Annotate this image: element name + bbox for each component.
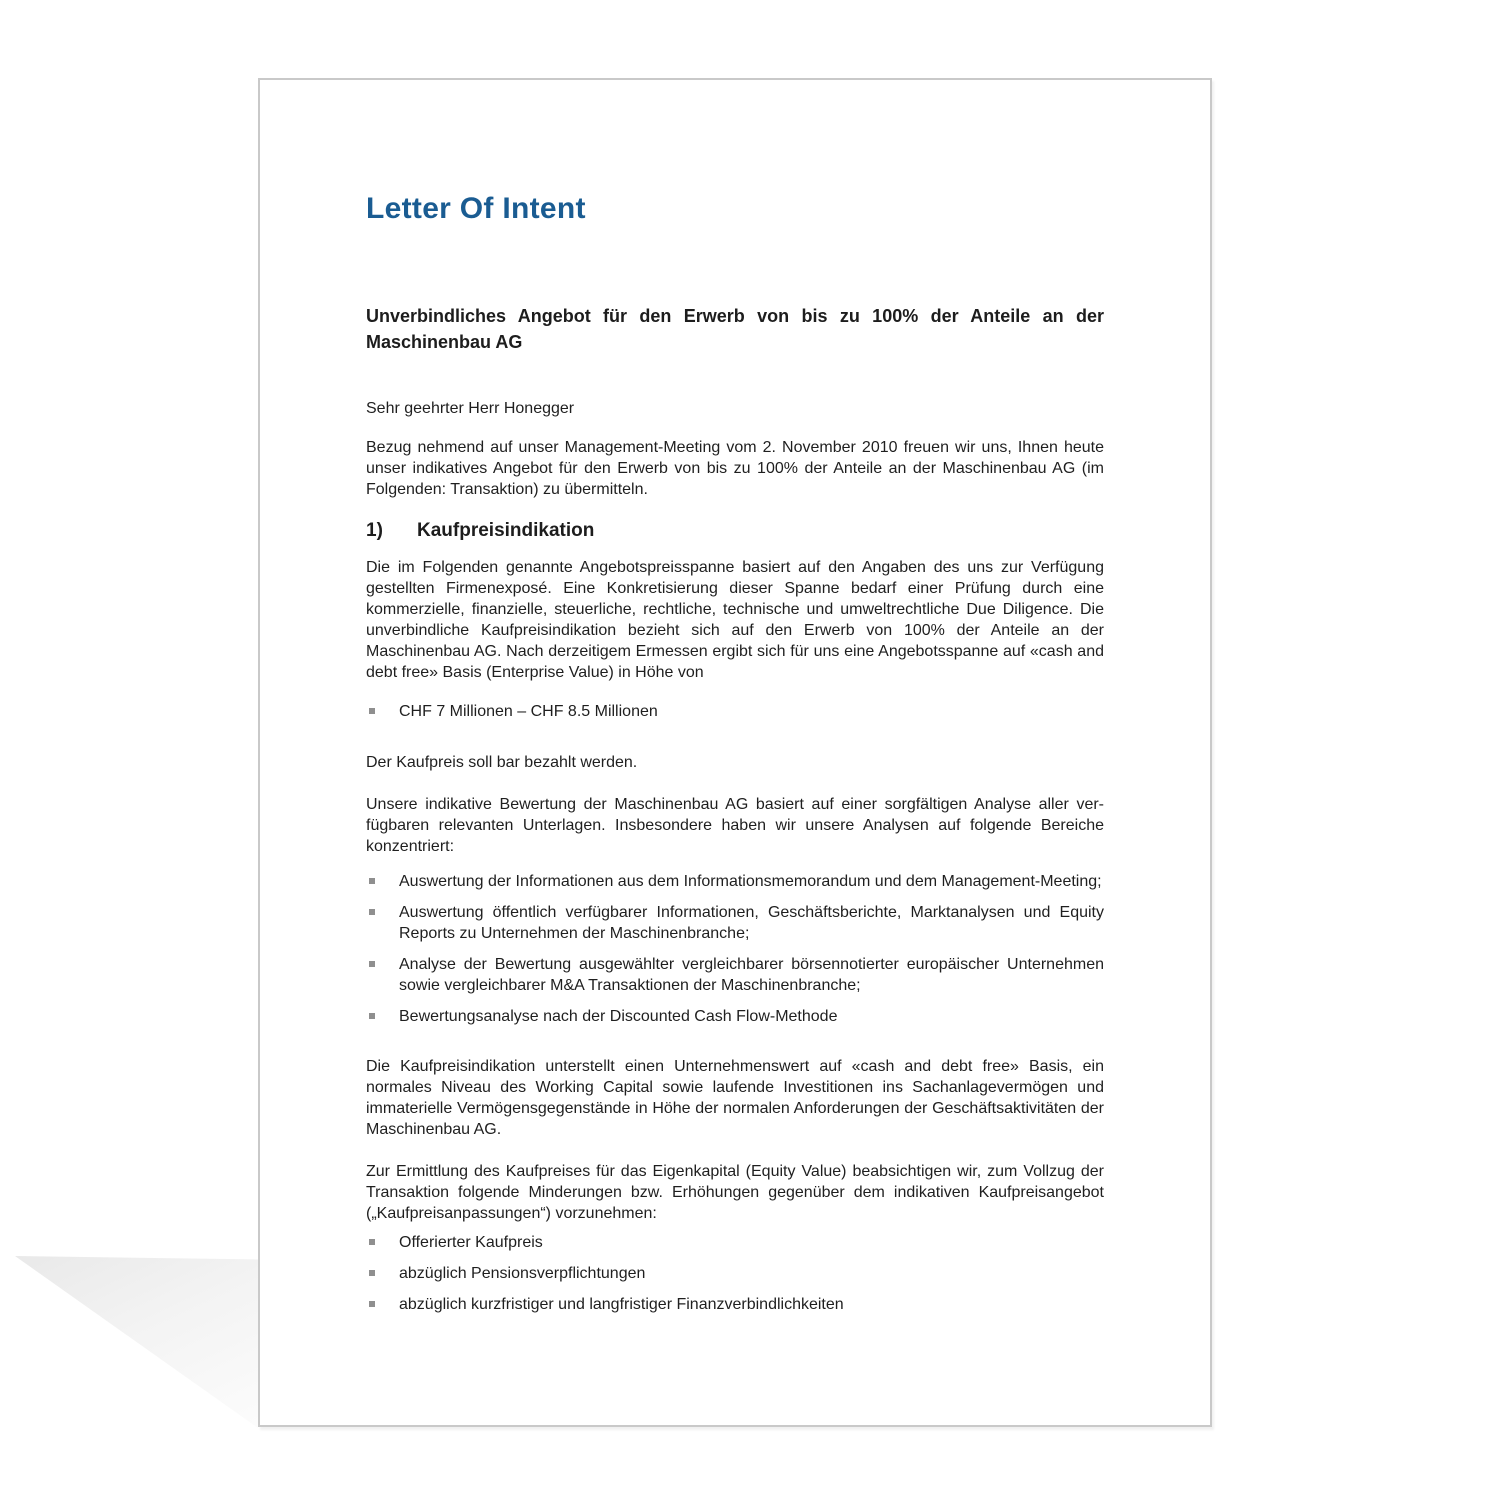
- adjustments-list: [366, 1232, 1104, 1315]
- list-item: [366, 701, 1104, 722]
- document-page: [258, 78, 1212, 1427]
- paragraph-equity-value: Zur Ermittlung des Kaufpreises für das Eigenkapital (Equity Value) beabsichtigen wir, zum Vollzug der Transaktion folgende Minderungen bzw. Erhöhungen gegenüber dem indikativen Kaufpreisangebot („Kaufpreisanpassungen“) vorzunehmen:: [366, 1163, 1104, 1222]
- analysis-item-text: Auswertung der Informationen aus dem Informationsmemorandum und dem Management-Meeting;: [399, 873, 1102, 890]
- bullet-square-icon: [369, 1239, 375, 1245]
- list-item: [366, 871, 1104, 892]
- analysis-item-text: Auswertung öffentlich verfügbarer Informationen, Geschäftsberichte, Marktanalysen und Equity Reports zu Unternehmen der Maschinenbranche;: [399, 904, 1104, 942]
- bullet-square-icon: [369, 909, 375, 915]
- price-range-text: CHF 7 Millionen – CHF 8.5 Millionen: [399, 703, 658, 720]
- list-item: [366, 954, 1104, 996]
- adjustment-item-text: abzüglich Pensionsverpflichtungen: [399, 1265, 646, 1282]
- bullet-square-icon: [369, 961, 375, 967]
- list-item: [366, 1263, 1104, 1284]
- paragraph-price-basis: Die im Folgenden genannte Angebotspreisspanne basiert auf den Angaben des uns zur Verfügung gestellten Firmenexposé. Eine Konkretisierung dieser Spanne bedarf einer Prüfung durch eine kommerzielle, finanzielle, steuerliche, rechtliche, technische und umweltrechtliche Due Diligence. Die unverbindliche Kaufpreisindikation bezieht sich auf den Erwerb von 100% der Anteile an der Maschinenbau AG. Nach derzeitigem Ermessen ergibt sich für uns eine Angebotsspanne auf «cash and debt free» Basis (Enterprise Value) in Höhe von: [366, 559, 1104, 681]
- analysis-list: [366, 871, 1104, 1027]
- bullet-square-icon: [369, 878, 375, 884]
- price-range-list: [366, 701, 1104, 722]
- list-item: [366, 1232, 1104, 1253]
- bullet-square-icon: [369, 1301, 375, 1307]
- page-curl-shadow: [15, 1256, 258, 1428]
- subject-line: Unverbindliches Angebot für den Erwerb von bis zu 100% der Anteile an der Maschinenbau AG: [366, 306, 1104, 352]
- paragraph-assumptions: Die Kaufpreisindikation unterstellt einen Unternehmenswert auf «cash and debt free» Basis, ein normales Niveau des Working Capital sowie laufende Investitionen ins Sachanlagevermögen und immaterielle Vermögensgegenstände in Höhe der normalen Anforderungen der Geschäftsaktivitäten der Maschinenbau AG.: [366, 1058, 1104, 1138]
- salutation: Sehr geehrter Herr Honegger: [366, 400, 575, 417]
- adjustment-item-text: abzüglich kurzfristiger und langfristiger Finanzverbindlichkeiten: [399, 1296, 844, 1313]
- section-1-number: 1): [366, 520, 383, 541]
- section-1-title: Kaufpreisindikation: [417, 520, 595, 541]
- analysis-item-text: Analyse der Bewertung ausgewählter vergleichbarer börsennotierter europäischer Unternehmen sowie vergleichbarer M&A Transaktionen der Maschinenbranche;: [399, 956, 1104, 994]
- list-item: [366, 1294, 1104, 1315]
- list-item: [366, 902, 1104, 944]
- bullet-square-icon: [369, 1013, 375, 1019]
- intro-paragraph: Bezug nehmend auf unser Management-Meeting vom 2. November 2010 freuen wir uns, Ihnen heute unser indikatives Angebot für den Erwerb von bis zu 100% der Anteile an der Maschinenbau AG (im Folgenden: Transaktion) zu übermitteln.: [366, 439, 1104, 498]
- paragraph-valuation: Unsere indikative Bewertung der Maschinenbau AG basiert auf einer sorgfältigen Analyse aller verfügbaren relevanten Unterlagen. Insbesondere haben wir unsere Analysen auf folgende Bereiche konzentriert:: [366, 796, 1104, 855]
- paragraph-cash-payment: Der Kaufpreis soll bar bezahlt werden.: [366, 754, 638, 771]
- section-1-heading: [366, 518, 1104, 543]
- bullet-square-icon: [369, 708, 375, 714]
- document-title: Letter Of Intent: [366, 192, 586, 225]
- analysis-item-text: Bewertungsanalyse nach der Discounted Cash Flow-Methode: [399, 1008, 838, 1025]
- adjustment-item-text: Offerierter Kaufpreis: [399, 1234, 543, 1251]
- bullet-square-icon: [369, 1270, 375, 1276]
- list-item: [366, 1006, 1104, 1027]
